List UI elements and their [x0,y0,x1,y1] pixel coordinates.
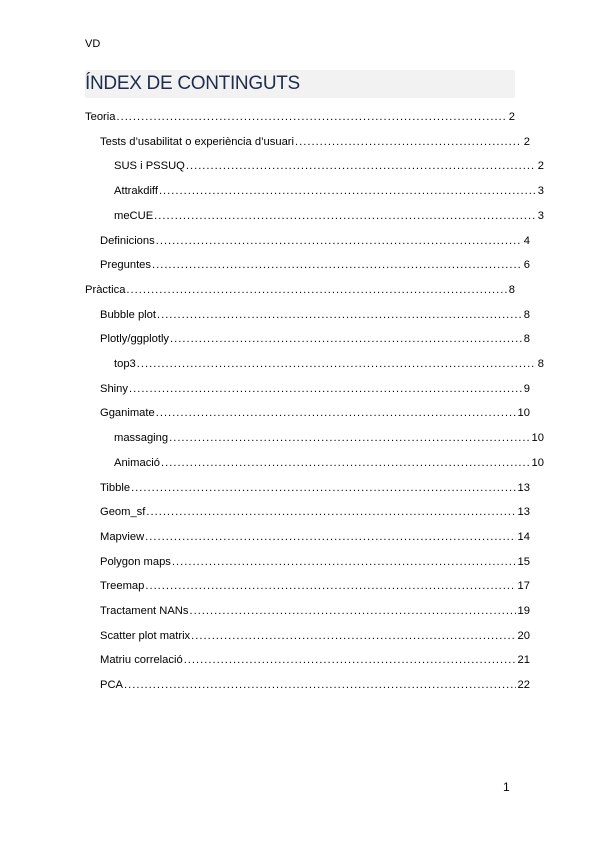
toc-dot-leader [191,629,515,643]
toc-entry-page: 8 [523,333,530,346]
toc-entry-label: Geom_sf [100,506,146,519]
toc-entry-label: Animació [114,456,161,469]
toc-entry-page: 13 [517,506,530,519]
toc-entry-label: Attrakdiff [114,185,158,198]
toc-dot-leader [189,604,515,618]
toc-entry-label: top3 [114,358,136,370]
toc-entry-label: Tests d’usabilitat o experiència d’usuari [100,135,295,148]
toc-entry[interactable] [85,425,544,445]
toc-dot-leader [137,357,536,371]
toc-entry[interactable] [85,450,544,470]
toc-entry-page: 13 [517,481,530,494]
toc-entry-page: 9 [523,382,530,395]
toc-entry[interactable] [85,252,530,272]
toc-entry[interactable] [85,647,530,667]
toc-entry-label: Matriu correlació [100,654,183,667]
toc-entry[interactable] [85,400,530,420]
toc-entry-label: Tibble [100,481,131,494]
toc-entry[interactable] [85,475,530,495]
toc-entry[interactable] [85,351,544,371]
toc-dot-leader [172,555,516,569]
toc-dot-leader [124,678,516,692]
toc-entry[interactable] [85,302,530,322]
toc-entry-page: 4 [523,234,530,247]
toc-entry-page: 22 [517,679,530,692]
toc-dot-leader [154,209,536,223]
toc-entry-label: Treemap [100,580,145,593]
toc-entry[interactable] [85,598,530,618]
toc-entry-label: Shiny [100,382,128,395]
toc-dot-leader [156,406,516,420]
toc-entry-page: 3 [537,209,544,222]
toc-dot-leader [131,481,515,495]
toc-entry[interactable] [85,129,530,149]
toc-entry-label: Plotly/ggplotly [100,333,170,346]
toc-entry-page: 10 [517,407,530,420]
toc-entry[interactable] [85,623,530,643]
toc-dot-leader [184,653,516,667]
toc-dot-leader [145,530,515,544]
page-number: 1 [503,780,510,794]
toc-entry[interactable] [85,672,530,692]
toc-entry-label: Teoria [85,111,116,123]
toc-entry-label: Pràctica [85,283,126,296]
toc-entry-label: SUS i PSSUQ [114,160,185,173]
toc-entry-page: 10 [531,432,544,445]
toc-dot-leader [126,283,506,297]
toc-dot-leader [161,456,530,470]
toc-dot-leader [295,135,522,149]
toc-entry[interactable] [85,277,515,297]
toc-entry-page: 20 [517,629,530,642]
toc-entry[interactable] [85,524,530,544]
toc-entry-page: 21 [517,654,530,667]
toc-entry-label: Definicions [100,234,155,247]
toc-entry-page: 10 [531,456,544,469]
toc-entry-label: Polygon maps [100,555,171,568]
toc-dot-leader [146,505,515,519]
toc-entry-label: Preguntes [100,259,151,272]
toc-entry[interactable] [85,573,530,593]
toc-dot-leader [129,382,522,396]
toc-title: ÍNDEX DE CONTINGUTS [85,73,300,94]
toc-entry-page: 6 [523,259,530,272]
toc-entry-page: 19 [517,605,530,617]
toc-entry-label: Bubble plot [100,308,156,321]
toc-entry-label: massaging [114,432,169,445]
toc-entry-page: 17 [517,580,530,593]
toc-entry-page: 8 [523,308,530,321]
toc-dot-leader [116,110,506,124]
toc-dot-leader [159,184,536,198]
toc-entry-page: 2 [537,160,544,173]
toc-entry-page: 2 [523,135,530,148]
toc-dot-leader [145,579,515,593]
toc-dot-leader [152,258,522,272]
toc-dot-leader [186,159,536,173]
toc-entry-label: Scatter plot matrix [100,629,191,642]
toc-entry-page: 15 [517,555,530,568]
toc-entry[interactable] [85,499,530,519]
toc-dot-leader [169,431,529,445]
toc-dot-leader [156,234,522,248]
toc-dot-leader [170,332,522,346]
toc-entry[interactable] [85,326,530,346]
toc-entry[interactable] [85,153,544,173]
toc-entry-page: 3 [537,185,544,198]
toc-entry-page: 2 [508,111,515,123]
toc-entry[interactable] [85,178,544,198]
toc-entry[interactable] [85,376,530,396]
toc-entry[interactable] [85,228,530,248]
toc-entry[interactable] [85,104,515,124]
toc-entry-page: 14 [517,530,530,543]
toc-entry-page: 8 [537,358,544,370]
toc-entry-page: 8 [508,283,515,296]
toc-entry-label: meCUE [114,209,154,222]
toc-entry[interactable] [85,203,544,223]
toc-dot-leader [157,308,522,322]
toc-entry-label: Gganimate [100,407,155,420]
toc-entry-label: Tractament NANs [100,605,189,617]
page-header: VD [85,38,101,50]
toc-entry-label: PCA [100,679,124,692]
toc-entry[interactable] [85,549,530,569]
toc-entry-label: Mapview [100,530,145,543]
